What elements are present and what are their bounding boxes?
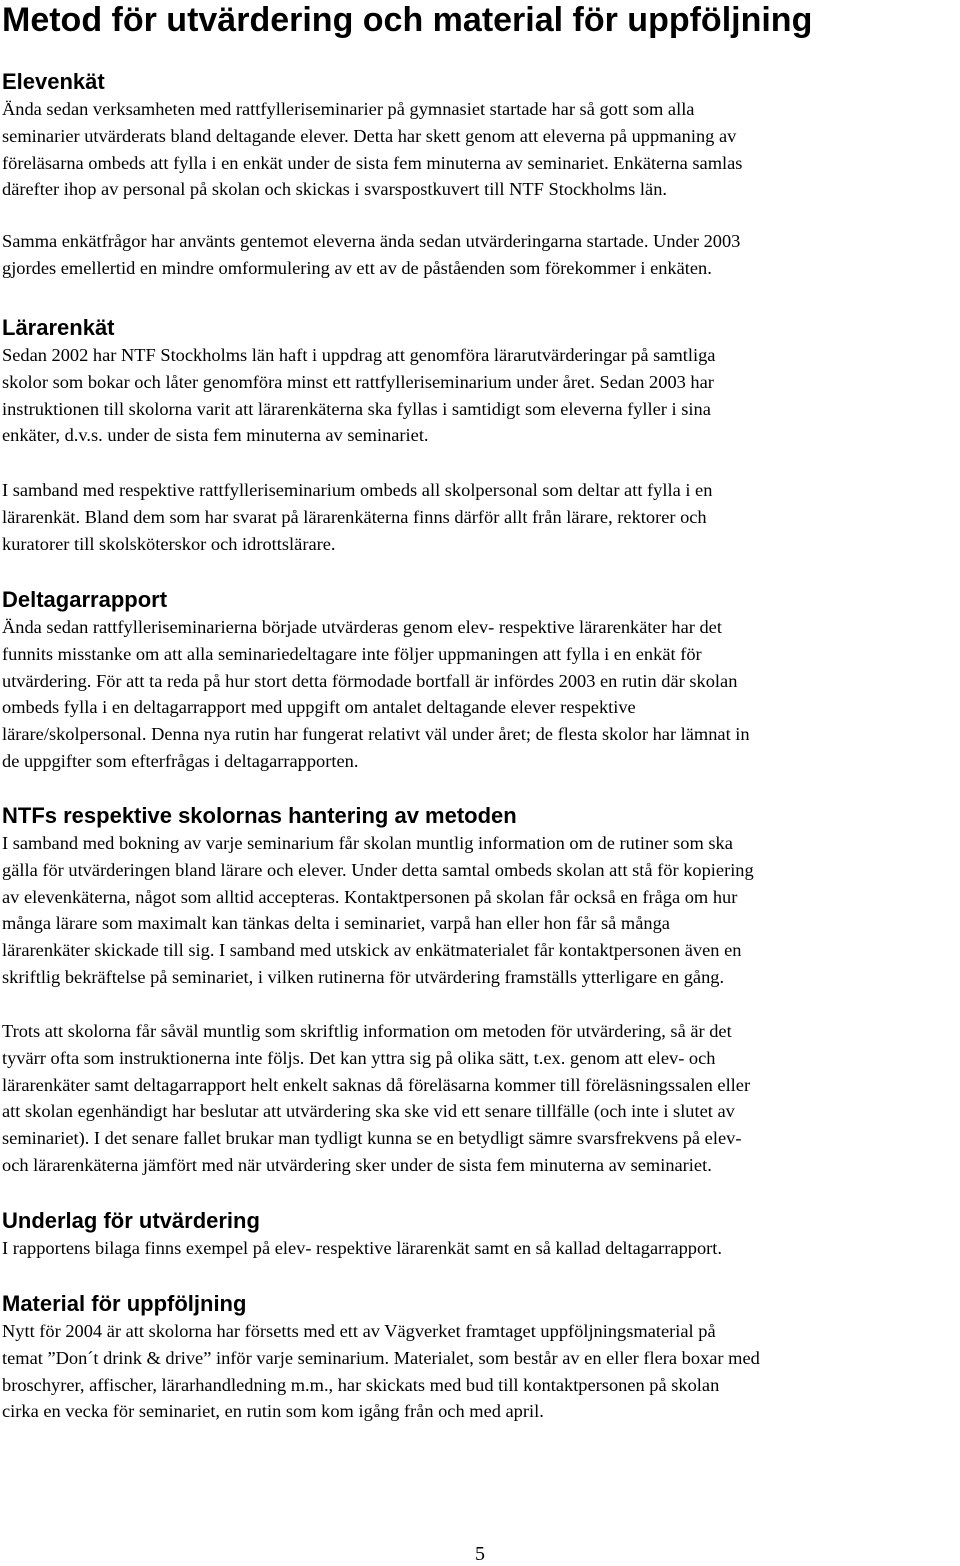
- text-line: lärarenkäter samt deltagarrapport helt enkelt saknas då föreläsarna kommer till föreläsningssalen eller: [2, 1074, 751, 1095]
- text-line: lärarenkät. Bland dem som har svarat på lärarenkäterna finns därför allt från lärare, rektorer och: [2, 506, 707, 527]
- text-line: Ända sedan rattfylleriseminarierna började utvärderas genom elev- respektive lärarenkäter har det: [2, 617, 722, 637]
- text-line: I samband med respektive rattfylleriseminarium ombeds all skolpersonal som deltar att fylla i en: [2, 480, 713, 500]
- text-line: av elevenkäterna, något som alltid accepteras. Kontaktpersonen på skolan får också en fråga om hur: [2, 886, 738, 907]
- text-line: funnits misstanke om att alla seminariedeltagare inte följer uppmaningen att fylla i en enkät för: [2, 643, 702, 664]
- paragraph-underlag-1: [2, 1235, 960, 1262]
- section-heading-lararenkat: Lärarenkät: [2, 315, 115, 340]
- section-heading-material: Material för uppföljning: [2, 1291, 247, 1316]
- text-line: utvärdering. För att ta reda på hur stort detta förmodade bortfall är infördes 2003 en rutin där skolan: [2, 670, 738, 691]
- text-line: Ända sedan verksamheten med rattfylleriseminarier på gymnasiet startade har så gott som alla: [2, 99, 695, 119]
- text-line: temat ”Don´t drink & drive” inför varje seminarium. Materialet, som består av en eller flera boxar med: [2, 1347, 760, 1368]
- text-line: broschyrer, affischer, lärarhandledning m.m., har skickats med bud till kontaktpersonen på skolan: [2, 1374, 720, 1395]
- text-line: I rapportens bilaga finns exempel på elev- respektive lärarenkät samt en så kallad deltagarrapport.: [2, 1238, 722, 1258]
- paragraph-elevenkat-1: [2, 96, 960, 203]
- text-line: I samband med bokning av varje seminarium får skolan muntlig information om de rutiner som ska: [2, 833, 733, 853]
- text-line: kuratorer till skolsköterskor och idrottslärare.: [2, 533, 336, 554]
- text-line: seminariet). I det senare fallet brukar man tydligt kunna se en betydligt sämre svarsfrekvens på elev-: [2, 1128, 742, 1149]
- section-heading-elevenkat: Elevenkät: [2, 69, 105, 94]
- text-line: cirka en vecka för seminariet, en rutin som kom igång från och med april.: [2, 1401, 544, 1422]
- text-line: och lärarenkäterna jämfört med när utvärdering sker under de sista fem minuterna av seminariet.: [2, 1154, 712, 1175]
- text-line: instruktionen till skolorna varit att lärarenkäterna ska fyllas i samtidigt som eleverna fyller i sina: [2, 398, 711, 419]
- text-line: Samma enkätfrågor har använts gentemot eleverna ända sedan utvärderingarna startade. Under 2003: [2, 231, 741, 251]
- text-line: Sedan 2002 har NTF Stockholms län haft i uppdrag att genomföra lärarutvärderingar på samtliga: [2, 345, 716, 365]
- page-title: Metod för utvärdering och material för uppföljning: [2, 1, 813, 39]
- text-line: lärare/skolpersonal. Denna nya rutin har fungerat relativt väl under året; de flesta skolor har lämnat in: [2, 724, 750, 745]
- page-number: 5: [475, 1543, 485, 1565]
- section-heading-underlag: Underlag för utvärdering: [2, 1208, 260, 1233]
- text-line: gjordes emellertid en mindre omformulering av ett av de påståenden som förekommer i enkäten.: [2, 257, 712, 278]
- text-line: att skolan egenhändigt har beslutar att utvärdering ska ske vid ett senare tillfälle (och inte i slutet av: [2, 1101, 735, 1122]
- paragraph-hantering-2: [2, 1018, 960, 1179]
- section-heading-deltagarrapport: Deltagarrapport: [2, 587, 168, 612]
- paragraph-deltagarrapport-1: [2, 614, 960, 775]
- text-line: Nytt för 2004 är att skolorna har försetts med ett av Vägverket framtaget uppföljningsmaterial på: [2, 1321, 716, 1341]
- text-line: tyvärr ofta som instruktionerna inte följs. Det kan yttra sig på olika sätt, t.ex. genom att elev- och: [2, 1047, 716, 1068]
- paragraph-lararenkat-2: [2, 477, 960, 557]
- paragraph-hantering-1: [2, 830, 960, 991]
- paragraph-material-1: [2, 1318, 960, 1425]
- text-line: föreläsarna ombeds att fylla i en enkät under de sista fem minuterna av seminariet. Enkäterna samlas: [2, 152, 743, 173]
- text-line: enkäter, d.v.s. under de sista fem minuterna av seminariet.: [2, 425, 429, 446]
- text-line: Trots att skolorna får såväl muntlig som skriftlig information om metoden för utvärdering, så är det: [2, 1021, 732, 1041]
- section-heading-hantering: NTFs respektive skolornas hantering av metoden: [2, 803, 517, 828]
- text-line: de uppgifter som efterfrågas i deltagarrapporten.: [2, 750, 359, 771]
- paragraph-lararenkat-1: [2, 342, 960, 449]
- text-line: seminarier utvärderats bland deltagande elever. Detta har skett genom att eleverna på uppmaning av: [2, 125, 737, 146]
- text-line: gälla för utvärderingen bland lärare och elever. Under detta samtal ombeds skolan att stå för kopiering: [2, 859, 754, 880]
- text-line: skriftlig bekräftelse på seminariet, i vilken rutinerna för utvärdering framställs ytterligare en gång.: [2, 966, 725, 987]
- text-line: skolor som bokar och låter genomföra minst ett rattfylleriseminarium under året. Sedan 2003 har: [2, 371, 714, 392]
- text-line: därefter ihop av personal på skolan och skickas i svarspostkuvert till NTF Stockholms län.: [2, 179, 667, 200]
- text-line: lärarenkäter skickade till sig. I samband med utskick av enkätmaterialet får kontaktpersonen även en: [2, 940, 742, 961]
- paragraph-elevenkat-2: [2, 228, 960, 282]
- text-line: många lärare som maximalt kan tänkas delta i seminariet, varpå han eller hon får så många: [2, 913, 670, 934]
- text-line: ombeds fylla i en deltagarrapport med uppgift om antalet deltagande elever respektive: [2, 697, 636, 718]
